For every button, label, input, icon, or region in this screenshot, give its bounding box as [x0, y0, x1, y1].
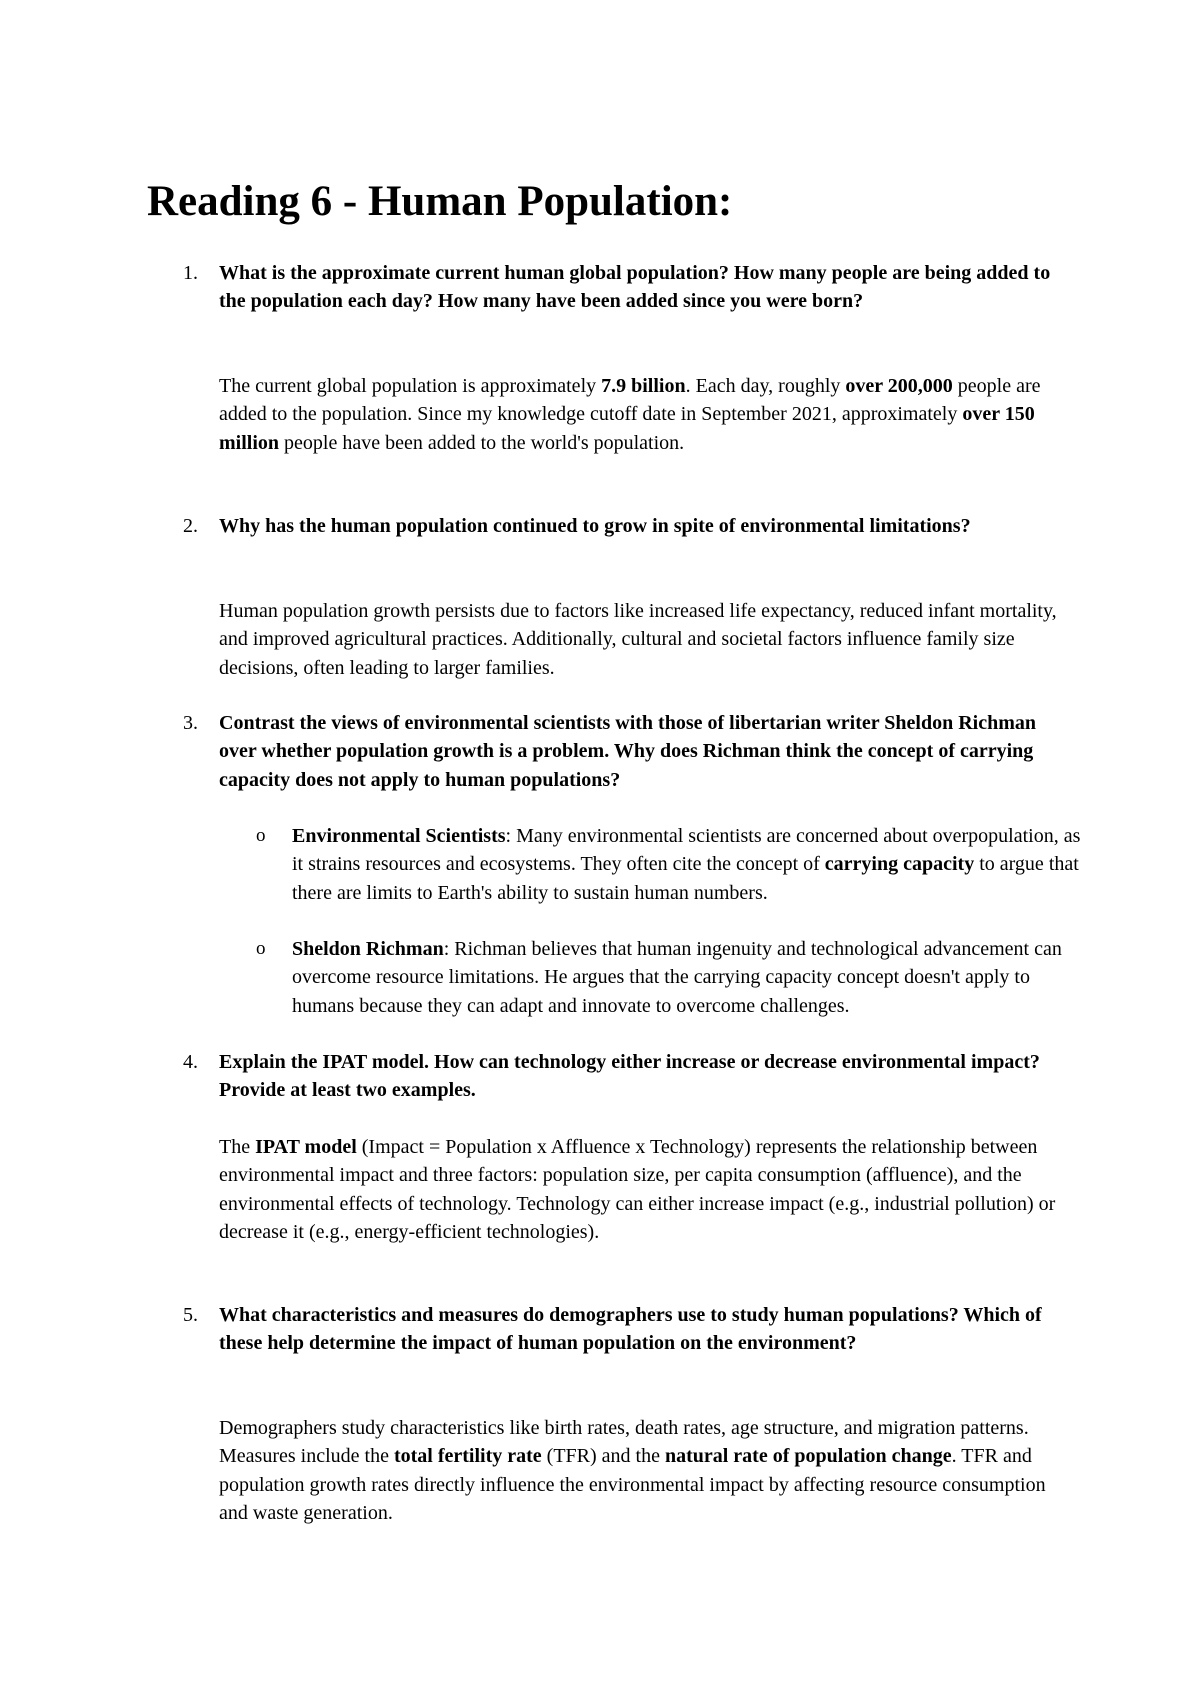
answer-text: Demographers study characteristics like birth rates, death rates, age structure, and migration patterns. Measures include the total fertility rate (TFR) and the natural rate of population change. TFR and population growth rates directly influence the environmental impact by affecting resource consumption and waste generation. — [219, 1417, 1046, 1524]
bullet-label: Environmental Scientists — [292, 825, 506, 847]
answer-bold: IPAT model — [255, 1136, 357, 1158]
answer-bold: over 200,000 — [845, 375, 953, 397]
question-number: 1. — [183, 262, 198, 284]
question-text: What characteristics and measures do demographers use to study human populations? Which of these help determine the impact of human population on the environment? — [219, 1304, 1042, 1355]
answer-bold: carrying capacity — [824, 853, 975, 876]
answer-bold: 7.9 billion — [601, 375, 686, 397]
answer-text: Human population growth persists due to factors like increased life expectancy, reduced infant mortality, and improved agricultural practices. Additionally, cultural and societal factors influence family size decisions, often leading to larger families. — [219, 600, 1057, 679]
bullet-marker: o — [256, 825, 266, 846]
answer-text: The current global population is approximately 7.9 billion. Each day, roughly over 200,000 people are added to the population. Since my knowledge cutoff date in September 2021, approximately over 150 million people have been added to the world's population. — [219, 375, 1041, 454]
question-number: 4. — [183, 1051, 198, 1073]
question-number: 5. — [183, 1304, 198, 1326]
bullet-marker: o — [256, 938, 266, 959]
question-number: 2. — [183, 515, 198, 537]
answer-bold: over 150 million — [219, 403, 1035, 454]
bullet-label: Sheldon Richman — [292, 938, 444, 960]
question-text: What is the approximate current human global population? How many people are being added to the population each day? How many have been added since you were born? — [219, 262, 1051, 313]
answer-bold: natural rate of population change — [664, 1445, 952, 1468]
page-title: Reading 6 - Human Population: — [147, 178, 733, 225]
answer-bold: total fertility rate — [393, 1445, 542, 1468]
answer-text: The IPAT model (Impact = Population x Affluence x Technology) represents the relationship between environmental impact and three factors: population size, per capita consumption (affluence), and the environmental effects of technology. Technology can either increase impact (e.g., industrial pollution) or decrease it (e.g., energy-efficient technologies). — [219, 1136, 1056, 1243]
question-text: Why has the human population continued to grow in spite of environmental limitations? — [219, 515, 971, 537]
bullet-text: Sheldon Richman: Richman believes that human ingenuity and technological advancement can overcome resource limitations. He argues that the carrying capacity concept doesn't apply to humans because they can adapt and innovate to overcome challenges. — [292, 938, 1062, 1017]
bullet-text: Environmental Scientists: Many environmental scientists are concerned about overpopulation, as it strains resources and ecosystems. They often cite the concept of carrying capacity to argue that there are limits to Earth's ability to sustain human numbers. — [292, 825, 1081, 904]
question-text: Explain the IPAT model. How can technology either increase or decrease environmental impact? Provide at least two examples. — [219, 1051, 1040, 1102]
question-number: 3. — [183, 712, 198, 734]
question-text: Contrast the views of environmental scientists with those of libertarian writer Sheldon Richman over whether population growth is a problem. Why does Richman think the concept of carrying capacity does not apply to human populations? — [219, 712, 1036, 791]
